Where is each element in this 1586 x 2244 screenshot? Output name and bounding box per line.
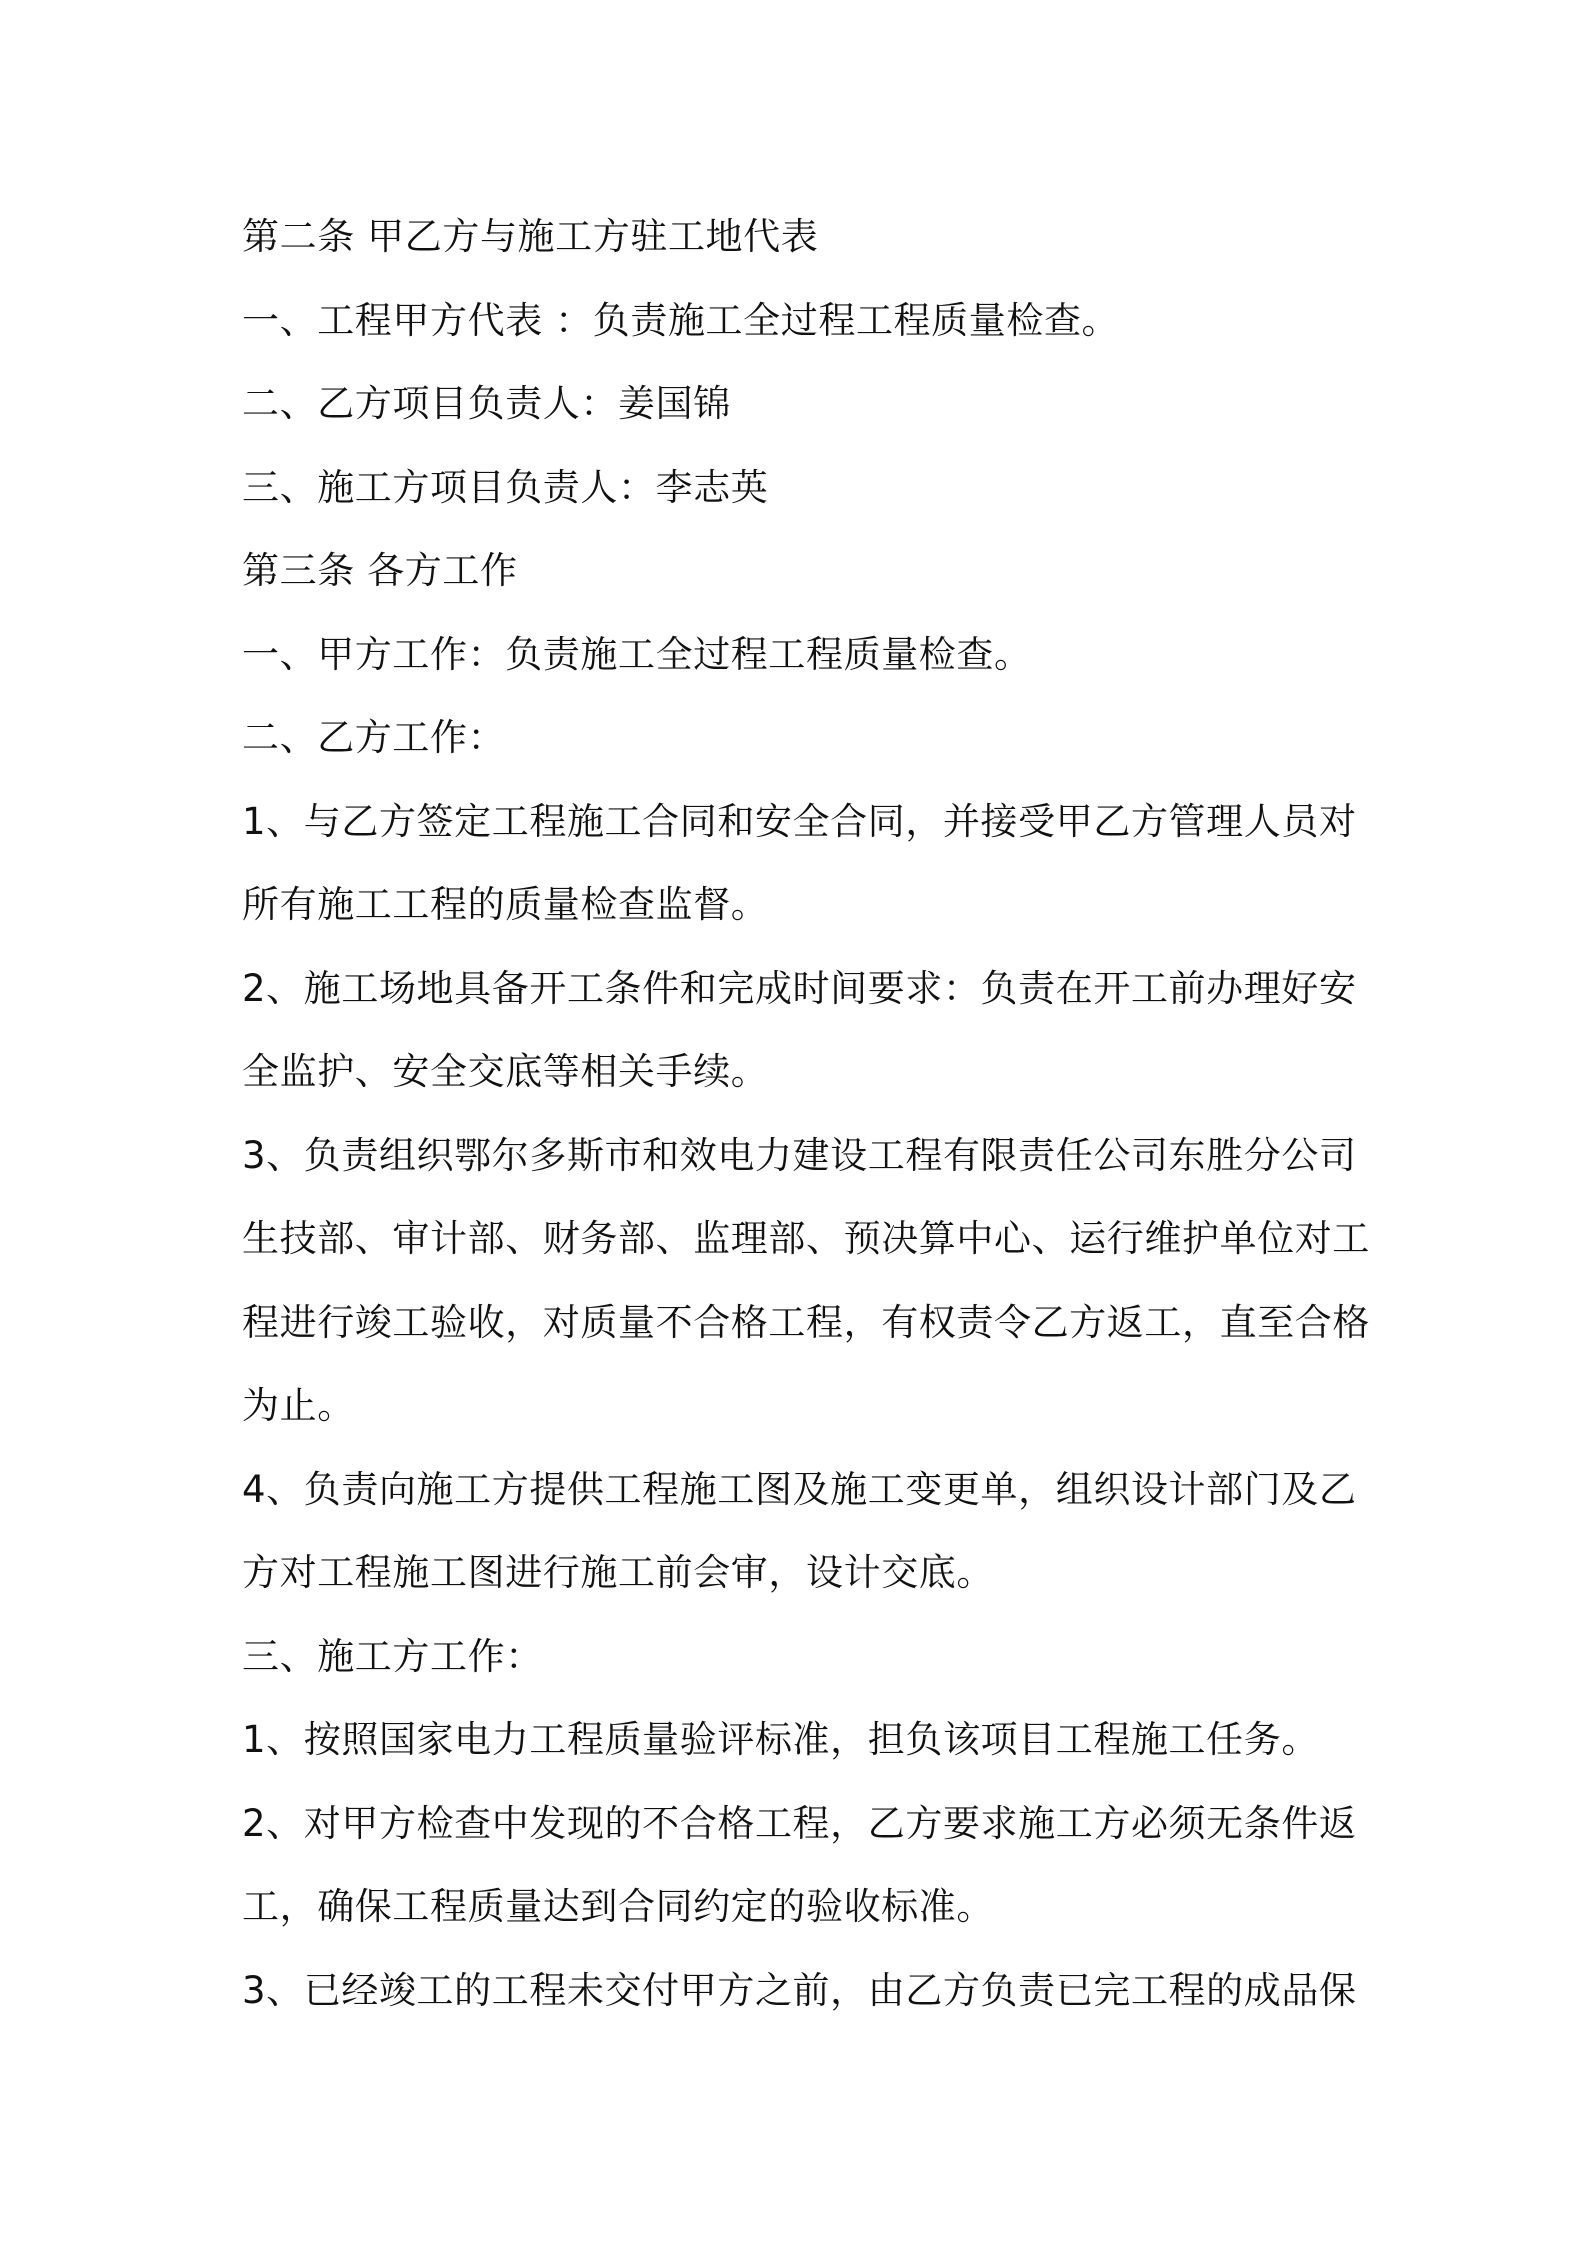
party-a-representative: 一、工程甲方代表 ：负责施工全过程工程质量检查。 (242, 298, 1120, 342)
party-b-item-2-line-1: 2、施工场地具备开工条件和完成时间要求：负责在开工前办理好安 (242, 966, 1357, 1010)
party-b-item-3-line-4: 为止。 (242, 1384, 355, 1427)
party-a-work: 一、甲方工作：负责施工全过程工程质量检查。 (242, 632, 1032, 676)
contractor-project-leader: 三、施工方项目负责人：李志英 (242, 465, 769, 509)
contractor-item-3-line-1: 3、已经竣工的工程未交付甲方之前，由乙方负责已完工程的成品保 (242, 1968, 1357, 2012)
party-b-item-1-line-2: 所有施工工程的质量检查监督。 (242, 883, 769, 926)
party-b-item-3-line-1: 3、负责组织鄂尔多斯市和效电力建设工程有限责任公司东胜分公司 (242, 1133, 1357, 1177)
article-3-heading: 第三条 各方工作 (242, 549, 518, 592)
article-2-heading: 第二条 甲乙方与施工方驻工地代表 (242, 215, 819, 258)
contractor-item-2-line-2: 工，确保工程质量达到合同约定的验收标准。 (242, 1885, 994, 1928)
party-b-item-2-line-2: 全监护、安全交底等相关手续。 (242, 1050, 769, 1093)
party-b-item-4-line-2: 方对工程施工图进行施工前会审，设计交底。 (242, 1551, 994, 1594)
contractor-work-heading: 三、施工方工作： (242, 1634, 543, 1678)
party-b-item-3-line-2: 生技部、审计部、财务部、监理部、预决算中心、运行维护单位对工 (242, 1217, 1370, 1260)
document-body (242, 195, 1370, 2032)
contractor-item-2-line-1: 2、对甲方检查中发现的不合格工程，乙方要求施工方必须无条件返 (242, 1801, 1357, 1845)
party-b-item-1-line-1: 1、与乙方签定工程施工合同和安全合同，并接受甲乙方管理人员对 (242, 799, 1357, 843)
party-b-project-leader: 二、乙方项目负责人：姜国锦 (242, 382, 731, 425)
party-b-item-3-line-3: 程进行竣工验收，对质量不合格工程，有权责令乙方返工，直至合格 (242, 1300, 1370, 1344)
party-b-item-4-line-1: 4、负责向施工方提供工程施工图及施工变更单，组织设计部门及乙 (242, 1467, 1357, 1511)
party-b-work-heading: 二、乙方工作： (242, 716, 506, 759)
contractor-item-1: 1、按照国家电力工程质量验评标准，担负该项目工程施工任务。 (242, 1718, 1319, 1761)
